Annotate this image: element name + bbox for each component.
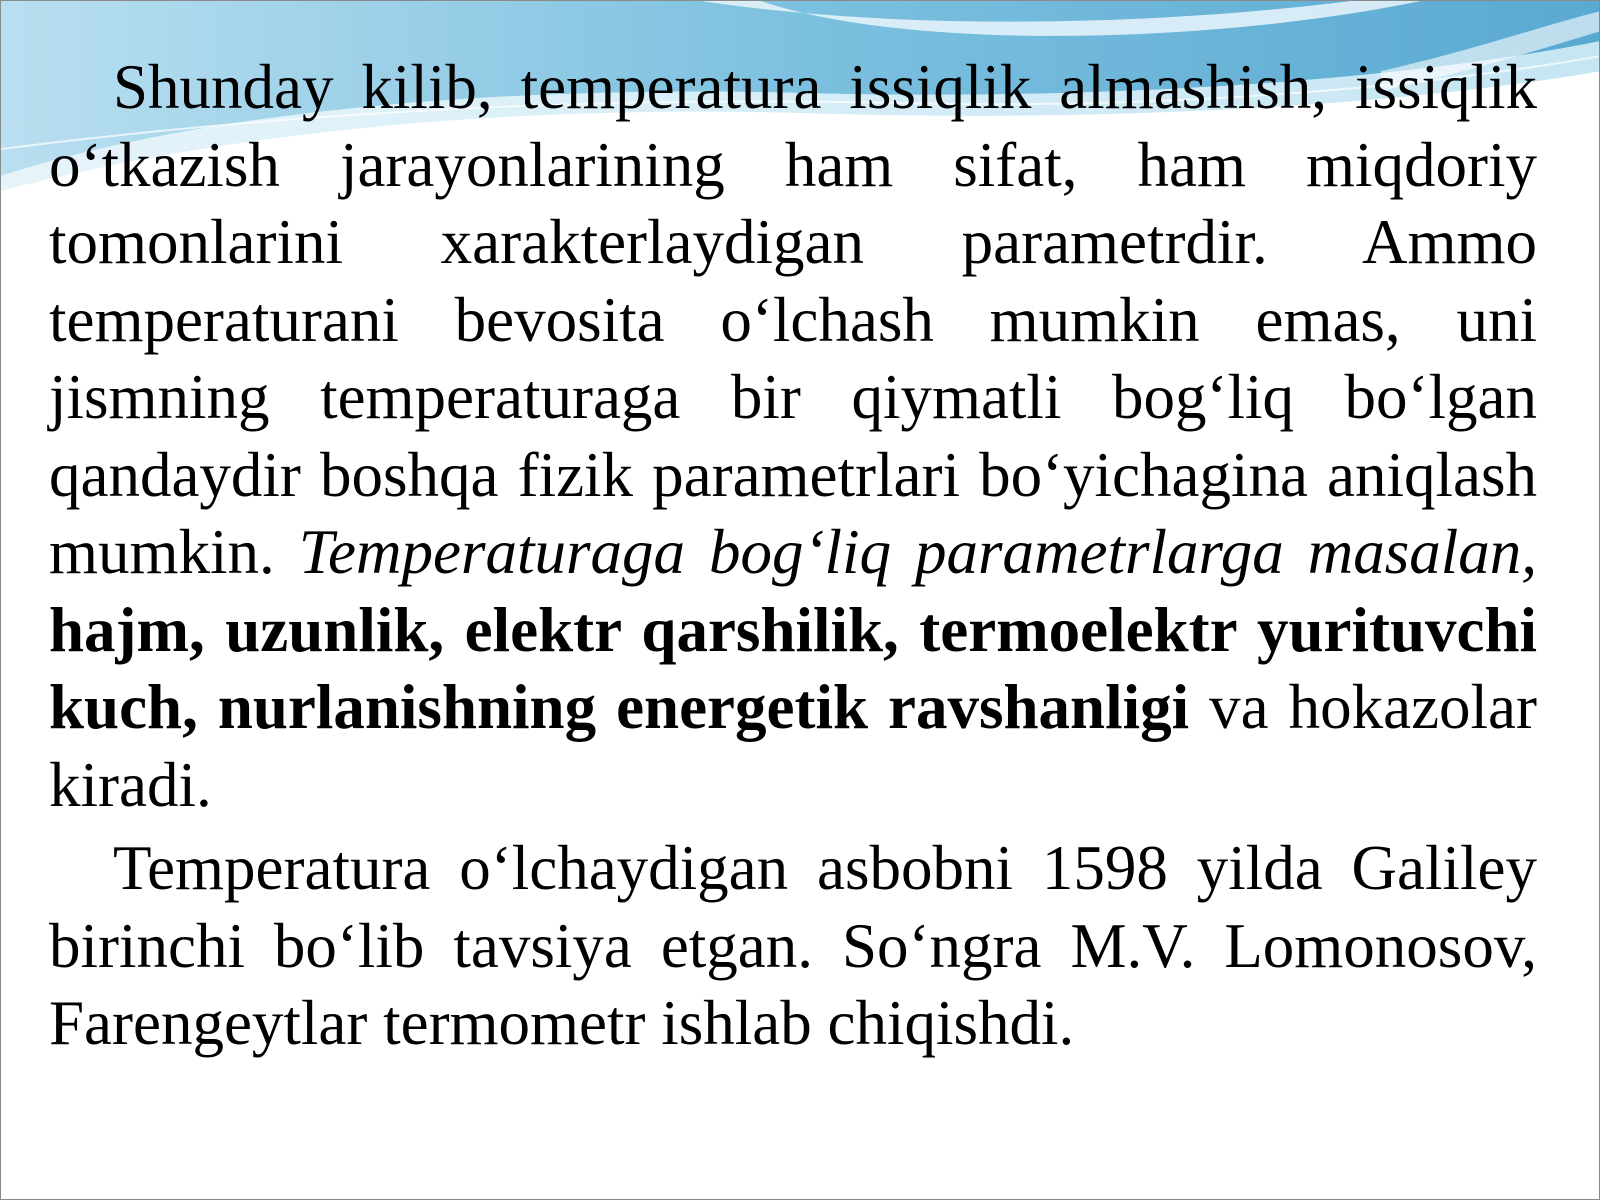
slide-body [49, 49, 1537, 1063]
italic-span: Temperaturaga bog‘liq parametrlarga masalan, [298, 517, 1537, 587]
paragraph-1 [49, 49, 1537, 824]
text-span: Temperatura o‘lchaydigan asbobni 1598 yilda Galiley birinchi bo‘lib tavsiya etgan. So‘ngra M.V. Lomonosov, Farengeytlar termometr ishlab chiqishdi. [49, 833, 1537, 1058]
text-span: va hokazolar kiradi. [49, 672, 1537, 820]
paragraph-2 [49, 830, 1537, 1063]
text-span: Shunday kilib, temperatura issiqlik almashish, issiqlik o‘tkazish jarayonlarining ham sifat, ham miqdoriy tomonlarini xarakterlaydigan parametrdir. Ammo temperaturani bevosita o‘lchash mumkin emas, uni jismning temperaturaga bir qiymatli bog‘liq bo‘lgan qandaydir boshqa fizik parametrlari bo‘yichagina aniqlash mumkin. [49, 52, 1537, 587]
bold-span: hajm, uzunlik, elektr qarshilik, termoelektr yurituvchi kuch, nurlanishning energetik ravshanligi [49, 594, 1537, 742]
